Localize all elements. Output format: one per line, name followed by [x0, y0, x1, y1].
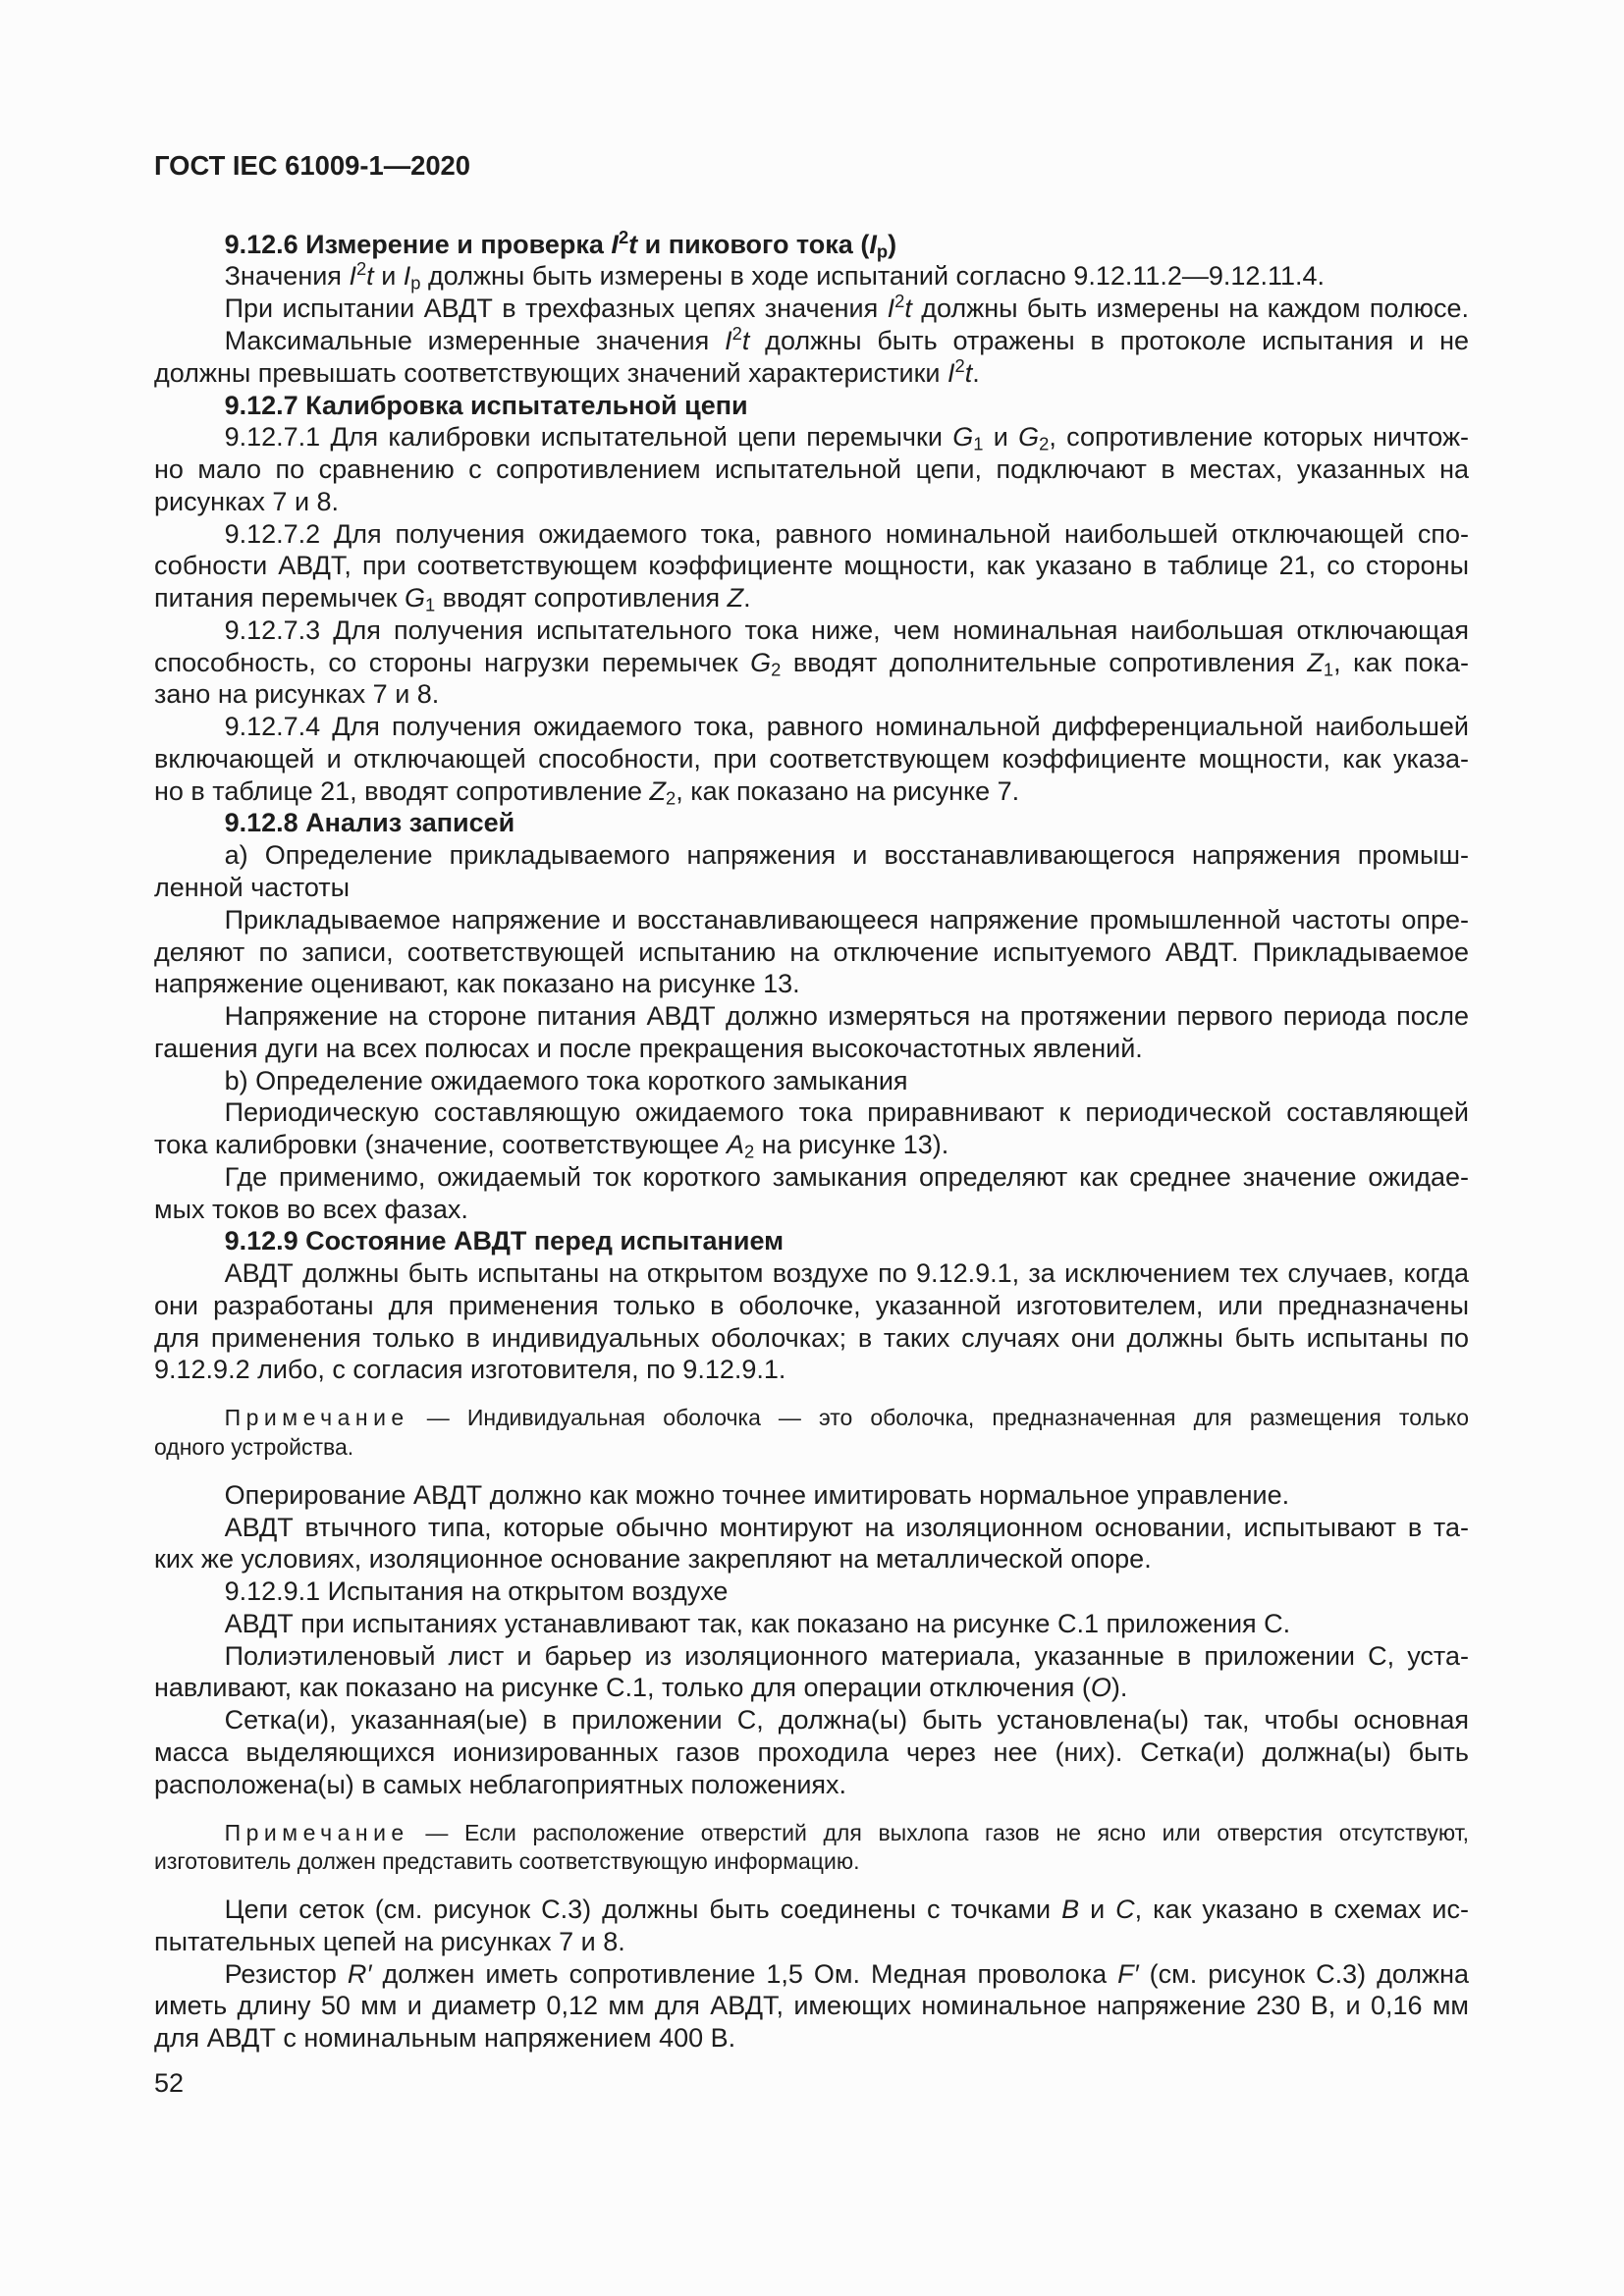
- text-line: [154, 1769, 1469, 1801]
- superscript: 2: [731, 322, 742, 344]
- text-run: При испытании АВДТ в трехфазных цепях значения: [224, 294, 888, 324]
- line-text: [154, 1673, 1127, 1702]
- paragraph: [154, 1161, 1469, 1226]
- italic-symbol: I: [869, 229, 877, 259]
- line-text: включающей и отключающей способности, при соответствующем коэффициенте мощности, как указа-: [154, 743, 1469, 774]
- italic-symbol: R′: [347, 1958, 372, 1989]
- text-run: (см. рисунок С.3) должна: [1138, 1958, 1469, 1989]
- italic-symbol: t: [904, 294, 912, 324]
- text-run: Цепи сеток (см. рисунок С.3) должны быть соединены с точками: [224, 1895, 1062, 1925]
- line-text: для применения только в индивидуальных оболочках; в таких случаях они должны быть испытаны по: [154, 1322, 1469, 1353]
- italic-symbol: C: [1115, 1895, 1135, 1925]
- line-text: Сетка(и), указанная(ые) в приложении С, должна(ы) быть установлена(ы) так, чтобы основная: [224, 1705, 1469, 1735]
- text-line: [225, 1161, 1469, 1194]
- spaced-label: Примечание: [224, 1405, 409, 1431]
- italic-symbol: Z: [1307, 647, 1324, 677]
- text-line: [154, 743, 1469, 775]
- italic-symbol: I: [403, 261, 411, 292]
- text-run: на рисунке 13).: [754, 1130, 949, 1160]
- text-run: Резистор: [224, 1958, 348, 1989]
- line-text: Периодическую составляющую ожидаемого тока приравнивают к периодической составляющей: [224, 1097, 1469, 1128]
- text-line: [154, 1354, 1469, 1386]
- text-line: [225, 1575, 1469, 1608]
- paragraph: [154, 1512, 1469, 1576]
- text-line: [224, 226, 1469, 262]
- text-run: должны быть отражены в протоколе испытания и не: [749, 325, 1469, 355]
- paragraph: [154, 322, 1469, 390]
- note: [154, 1819, 1469, 1878]
- line-text: Где применимо, ожидаемый ток короткого замыкания определяют как среднее значение ожидае-: [224, 1161, 1469, 1192]
- line-text: Оперирование АВДТ должно как можно точнее имитировать нормальное управление.: [224, 1479, 1290, 1510]
- text-line: [154, 1033, 1469, 1065]
- text-run: ).: [1110, 1673, 1128, 1703]
- paragraph: [154, 1000, 1469, 1065]
- italic-symbol: I: [887, 294, 895, 324]
- text-line: [154, 1847, 1469, 1877]
- text-line: [154, 678, 1469, 711]
- text-run: .: [972, 357, 980, 388]
- text-line: [154, 775, 1469, 808]
- text-line: [225, 1608, 1469, 1640]
- superscript: 2: [894, 291, 905, 312]
- text-line: [224, 322, 1469, 357]
- subscript: 1: [973, 433, 984, 454]
- text-line: [154, 1433, 1469, 1463]
- text-line: [225, 1894, 1469, 1926]
- text-line: [225, 518, 1469, 551]
- line-text: они разработаны для применения только в оболочке, указанной изготовителем, или предназначены: [154, 1290, 1469, 1320]
- subscript: 2: [743, 1141, 755, 1162]
- italic-symbol: I: [611, 229, 619, 259]
- text-run: должны быть измерены на каждом полюсе.: [911, 294, 1469, 324]
- line-text: [154, 647, 1469, 680]
- italic-symbol: t: [964, 357, 973, 388]
- line-text: ких же условиях, изоляционное основание закрепляют на металлической опоре.: [154, 1544, 1152, 1575]
- text-run: и: [373, 261, 404, 292]
- text-line: [225, 390, 1469, 422]
- text-line: [154, 872, 1469, 904]
- subscript: p: [876, 240, 889, 262]
- text-run: , как пока-: [1333, 647, 1469, 677]
- line-text: собности АВДТ, при соответствующем коэффициенте мощности, как указано в таблице 21, со стороны: [154, 551, 1469, 581]
- text-line: [225, 1640, 1469, 1673]
- text-run: 9.12.6 Измерение и проверка: [224, 229, 612, 259]
- text-run: способность, со стороны нагрузки перемычек: [154, 647, 751, 677]
- line-text: 9.12.7.4 Для получения ожидаемого тока, равного номинальной дифференциальной наибольшей: [224, 712, 1469, 742]
- text-run: должны превышать соответствующих значений характеристики: [154, 357, 947, 388]
- text-run: тока калибровки (значение, соответствующее: [154, 1130, 727, 1160]
- section-heading: [154, 807, 1469, 839]
- note: [154, 1404, 1469, 1463]
- superscript: 2: [355, 258, 367, 280]
- line-text: мых токов во всех фазах.: [154, 1194, 468, 1224]
- text-run: и: [1079, 1895, 1116, 1925]
- line-text: а) Определение прикладываемого напряжения и восстанавливающегося напряжения промыш-: [224, 840, 1469, 871]
- line-text: Напряжение на стороне питания АВДТ должно измеряться на протяжении первого периода после: [224, 1001, 1469, 1032]
- text-run: Значения: [224, 261, 350, 292]
- superscript: 2: [954, 354, 965, 376]
- text-run: — Индивидуальная оболочка — это оболочка, предназначенная для размещения только: [408, 1405, 1469, 1431]
- text-line: [225, 1404, 1469, 1433]
- paragraph: [154, 1704, 1469, 1800]
- line-text: гашения дуги на всех полюсах и после прекращения высокочастотных явлений.: [154, 1033, 1143, 1063]
- text-line: [154, 936, 1469, 969]
- text-line: [154, 968, 1469, 1000]
- line-text: 9.12.8 Анализ записей: [224, 808, 515, 838]
- paragraph: [154, 1575, 1469, 1608]
- text-run: .: [743, 583, 751, 614]
- paragraph: [154, 711, 1469, 807]
- text-line: [225, 1000, 1469, 1033]
- line-text: АВДТ при испытаниях устанавливают так, как показано на рисунке С.1 приложения С.: [224, 1608, 1291, 1638]
- text-run: , сопротивление которых ничтож-: [1049, 422, 1470, 453]
- text-line: [225, 1096, 1469, 1129]
- italic-symbol: t: [628, 229, 638, 259]
- line-text: Полиэтиленовый лист и барьер из изоляционного материала, указанные в приложении С, уста-: [224, 1640, 1469, 1671]
- line-text: [225, 1405, 1469, 1430]
- line-text: АВДТ втычного типа, которые обычно монтируют на изоляционном основании, испытывают в та-: [224, 1512, 1469, 1542]
- text-line: [154, 1129, 1469, 1161]
- paragraph: [154, 1894, 1469, 1958]
- text-line: [154, 486, 1469, 518]
- text-line: [154, 582, 1469, 614]
- line-text: одного устройства.: [154, 1434, 354, 1461]
- line-text: [154, 583, 751, 613]
- text-line: [154, 1322, 1469, 1355]
- paragraph: [154, 614, 1469, 711]
- section-heading: [154, 226, 1469, 262]
- italic-symbol: O: [1090, 1673, 1111, 1703]
- paragraph: [154, 1479, 1469, 1512]
- text-run: должны быть измерены в ходе испытаний согласно 9.12.11.2—9.12.11.4.: [420, 261, 1325, 292]
- section-heading: [154, 390, 1469, 422]
- text-run: Максимальные измеренные значения: [224, 325, 726, 355]
- paragraph: [154, 421, 1469, 517]
- paragraph: [154, 1608, 1469, 1640]
- text-run: вводят дополнительные сопротивления: [781, 647, 1308, 677]
- text-line: [154, 2022, 1469, 2055]
- paragraph: [154, 260, 1469, 293]
- italic-symbol: I: [349, 261, 356, 292]
- line-text: 9.12.9.1 Испытания на открытом воздухе: [224, 1576, 729, 1607]
- text-line: [154, 1543, 1469, 1575]
- text-line: [225, 260, 1469, 293]
- italic-symbol: G: [952, 422, 974, 453]
- italic-symbol: F′: [1117, 1958, 1139, 1989]
- italic-symbol: I: [947, 357, 955, 388]
- section-heading: [154, 1225, 1469, 1257]
- text-run: — Если расположение отверстий для выхлопа газов не ясно или отверстия отсутствуют,: [408, 1819, 1469, 1845]
- line-text: [224, 258, 1325, 294]
- italic-symbol: G: [404, 583, 425, 614]
- line-text: 9.12.7.3 Для получения испытательного тока ниже, чем номинальная наибольшая отключающая: [224, 614, 1469, 645]
- paragraph: [154, 518, 1469, 614]
- line-text: напряжение оценивают, как показано на рисунке 13.: [154, 969, 800, 999]
- text-line: [225, 1704, 1469, 1736]
- text-line: [154, 647, 1469, 679]
- text-run: навливают, как показано на рисунке С.1, только для операции отключения (: [154, 1673, 1091, 1703]
- text-line: [225, 1225, 1469, 1257]
- text-run: и: [983, 422, 1019, 453]
- text-run: вводят сопротивления: [435, 583, 728, 614]
- text-line: [225, 1958, 1469, 1991]
- text-run: , как указано в схемах ис-: [1134, 1895, 1469, 1925]
- text-line: [225, 1512, 1469, 1544]
- paragraph: [154, 293, 1469, 325]
- text-run: ): [888, 229, 897, 259]
- line-text: 9.12.7 Калибровка испытательной цепи: [224, 390, 748, 420]
- paragraph: [154, 1096, 1469, 1161]
- line-text: иметь длину 50 мм и диаметр 0,12 мм для АВДТ, имеющих номинальное напряжение 230 В, и 0,16 мм: [154, 1991, 1469, 2021]
- line-text: деляют по записи, соответствующей испытанию на отключение испытуемого АВДТ. Прикладываемое: [154, 936, 1469, 967]
- line-text: [225, 1820, 1469, 1845]
- text-line: [225, 839, 1469, 872]
- text-run: но в таблице 21, вводят сопротивление: [154, 775, 650, 806]
- line-text: [154, 354, 980, 388]
- text-line: [225, 293, 1469, 325]
- text-run: , как показано на рисунке 7.: [676, 775, 1020, 806]
- paragraph: [154, 1640, 1469, 1705]
- subscript: 1: [424, 594, 436, 615]
- line-text: расположена(ы) в самых неблагоприятных положениях.: [154, 1769, 847, 1799]
- text-line: [154, 454, 1469, 486]
- line-text: для АВДТ с номинальным напряжением 400 В.: [154, 2023, 736, 2054]
- line-text: [154, 1130, 949, 1162]
- line-text: но мало по сравнению с сопротивлением испытательной цепи, подключают в местах, указанных на: [154, 454, 1469, 485]
- line-text: 9.12.9 Состояние АВДТ перед испытанием: [224, 1226, 785, 1256]
- italic-symbol: t: [366, 261, 374, 292]
- line-text: [154, 775, 1020, 809]
- text-run: питания перемычек: [154, 583, 405, 614]
- text-line: [225, 711, 1469, 743]
- subscript: 2: [666, 787, 677, 809]
- paragraph: [154, 839, 1469, 904]
- paragraph: [154, 904, 1469, 1000]
- text-line: [154, 1290, 1469, 1322]
- line-text: b) Определение ожидаемого тока короткого замыкания: [224, 1065, 908, 1095]
- paragraph: [154, 1257, 1469, 1386]
- line-text: 9.12.9.2 либо, с согласия изготовителя, по 9.12.9.1.: [154, 1355, 786, 1385]
- line-text: [225, 422, 1469, 452]
- page-number: 52: [154, 2068, 185, 2098]
- text-line: [154, 550, 1469, 582]
- document-body: [154, 226, 1470, 2055]
- text-line: [154, 1736, 1469, 1769]
- italic-symbol: Z: [727, 583, 744, 614]
- text-run: 9.12.7.1 Для калибровки испытательной цепи перемычки: [224, 422, 953, 453]
- subscript: 2: [771, 659, 782, 680]
- text-line: [154, 354, 1469, 390]
- line-text: [225, 1895, 1469, 1924]
- line-text: АВДТ должны быть испытаны на открытом воздухе по 9.12.9.1, за исключением тех случаев, когда: [224, 1258, 1469, 1289]
- text-line: [154, 1990, 1469, 2022]
- line-text: Прикладываемое напряжение и восстанавливающееся напряжение промышленной частоты опре-: [224, 904, 1469, 934]
- italic-symbol: t: [741, 325, 750, 355]
- paragraph: [154, 1065, 1469, 1097]
- text-line: [225, 807, 1469, 839]
- line-text: рисунках 7 и 8.: [154, 486, 340, 516]
- subscript: 2: [1039, 433, 1050, 454]
- text-line: [225, 904, 1469, 936]
- line-text: изготовитель должен представить соответствующую информацию.: [154, 1848, 860, 1875]
- superscript: 2: [618, 226, 629, 247]
- text-line: [225, 1819, 1469, 1848]
- line-text: зано на рисунках 7 и 8.: [154, 679, 440, 710]
- text-line: [154, 1926, 1469, 1958]
- text-line: [225, 1257, 1469, 1290]
- italic-symbol: G: [1018, 422, 1040, 453]
- text-line: [225, 1065, 1469, 1097]
- italic-symbol: B: [1061, 1895, 1080, 1925]
- line-text: [224, 226, 897, 262]
- text-line: [154, 1194, 1469, 1226]
- paragraph: [154, 1958, 1469, 2055]
- subscript: 1: [1323, 659, 1334, 680]
- line-text: 9.12.7.2 Для получения ожидаемого тока, равного номинальной наибольшей отключающей спо-: [224, 518, 1469, 549]
- line-text: ленной частоты: [154, 873, 351, 902]
- subscript: p: [410, 273, 421, 294]
- line-text: [224, 322, 1469, 355]
- line-text: [224, 291, 1469, 324]
- italic-symbol: Z: [649, 775, 667, 806]
- italic-symbol: I: [725, 325, 732, 355]
- line-text: пытательных цепей на рисунках 7 и 8.: [154, 1926, 625, 1956]
- spaced-label: Примечание: [224, 1819, 409, 1845]
- line-text: [225, 1959, 1469, 1989]
- italic-symbol: G: [750, 647, 772, 677]
- line-text: масса выделяющихся ионизированных газов проходила через нее (них). Сетка(и) должна(ы) быть: [154, 1736, 1469, 1767]
- text-run: и пикового тока (: [637, 229, 870, 259]
- text-line: [225, 1479, 1469, 1512]
- text-line: [225, 421, 1469, 454]
- text-line: [154, 1672, 1469, 1704]
- text-run: должен иметь сопротивление 1,5 Ом. Медная проволока: [371, 1958, 1118, 1989]
- text-line: [225, 614, 1469, 647]
- italic-symbol: A: [726, 1130, 744, 1160]
- document-header: ГОСТ IEC 61009-1—2020: [154, 150, 471, 181]
